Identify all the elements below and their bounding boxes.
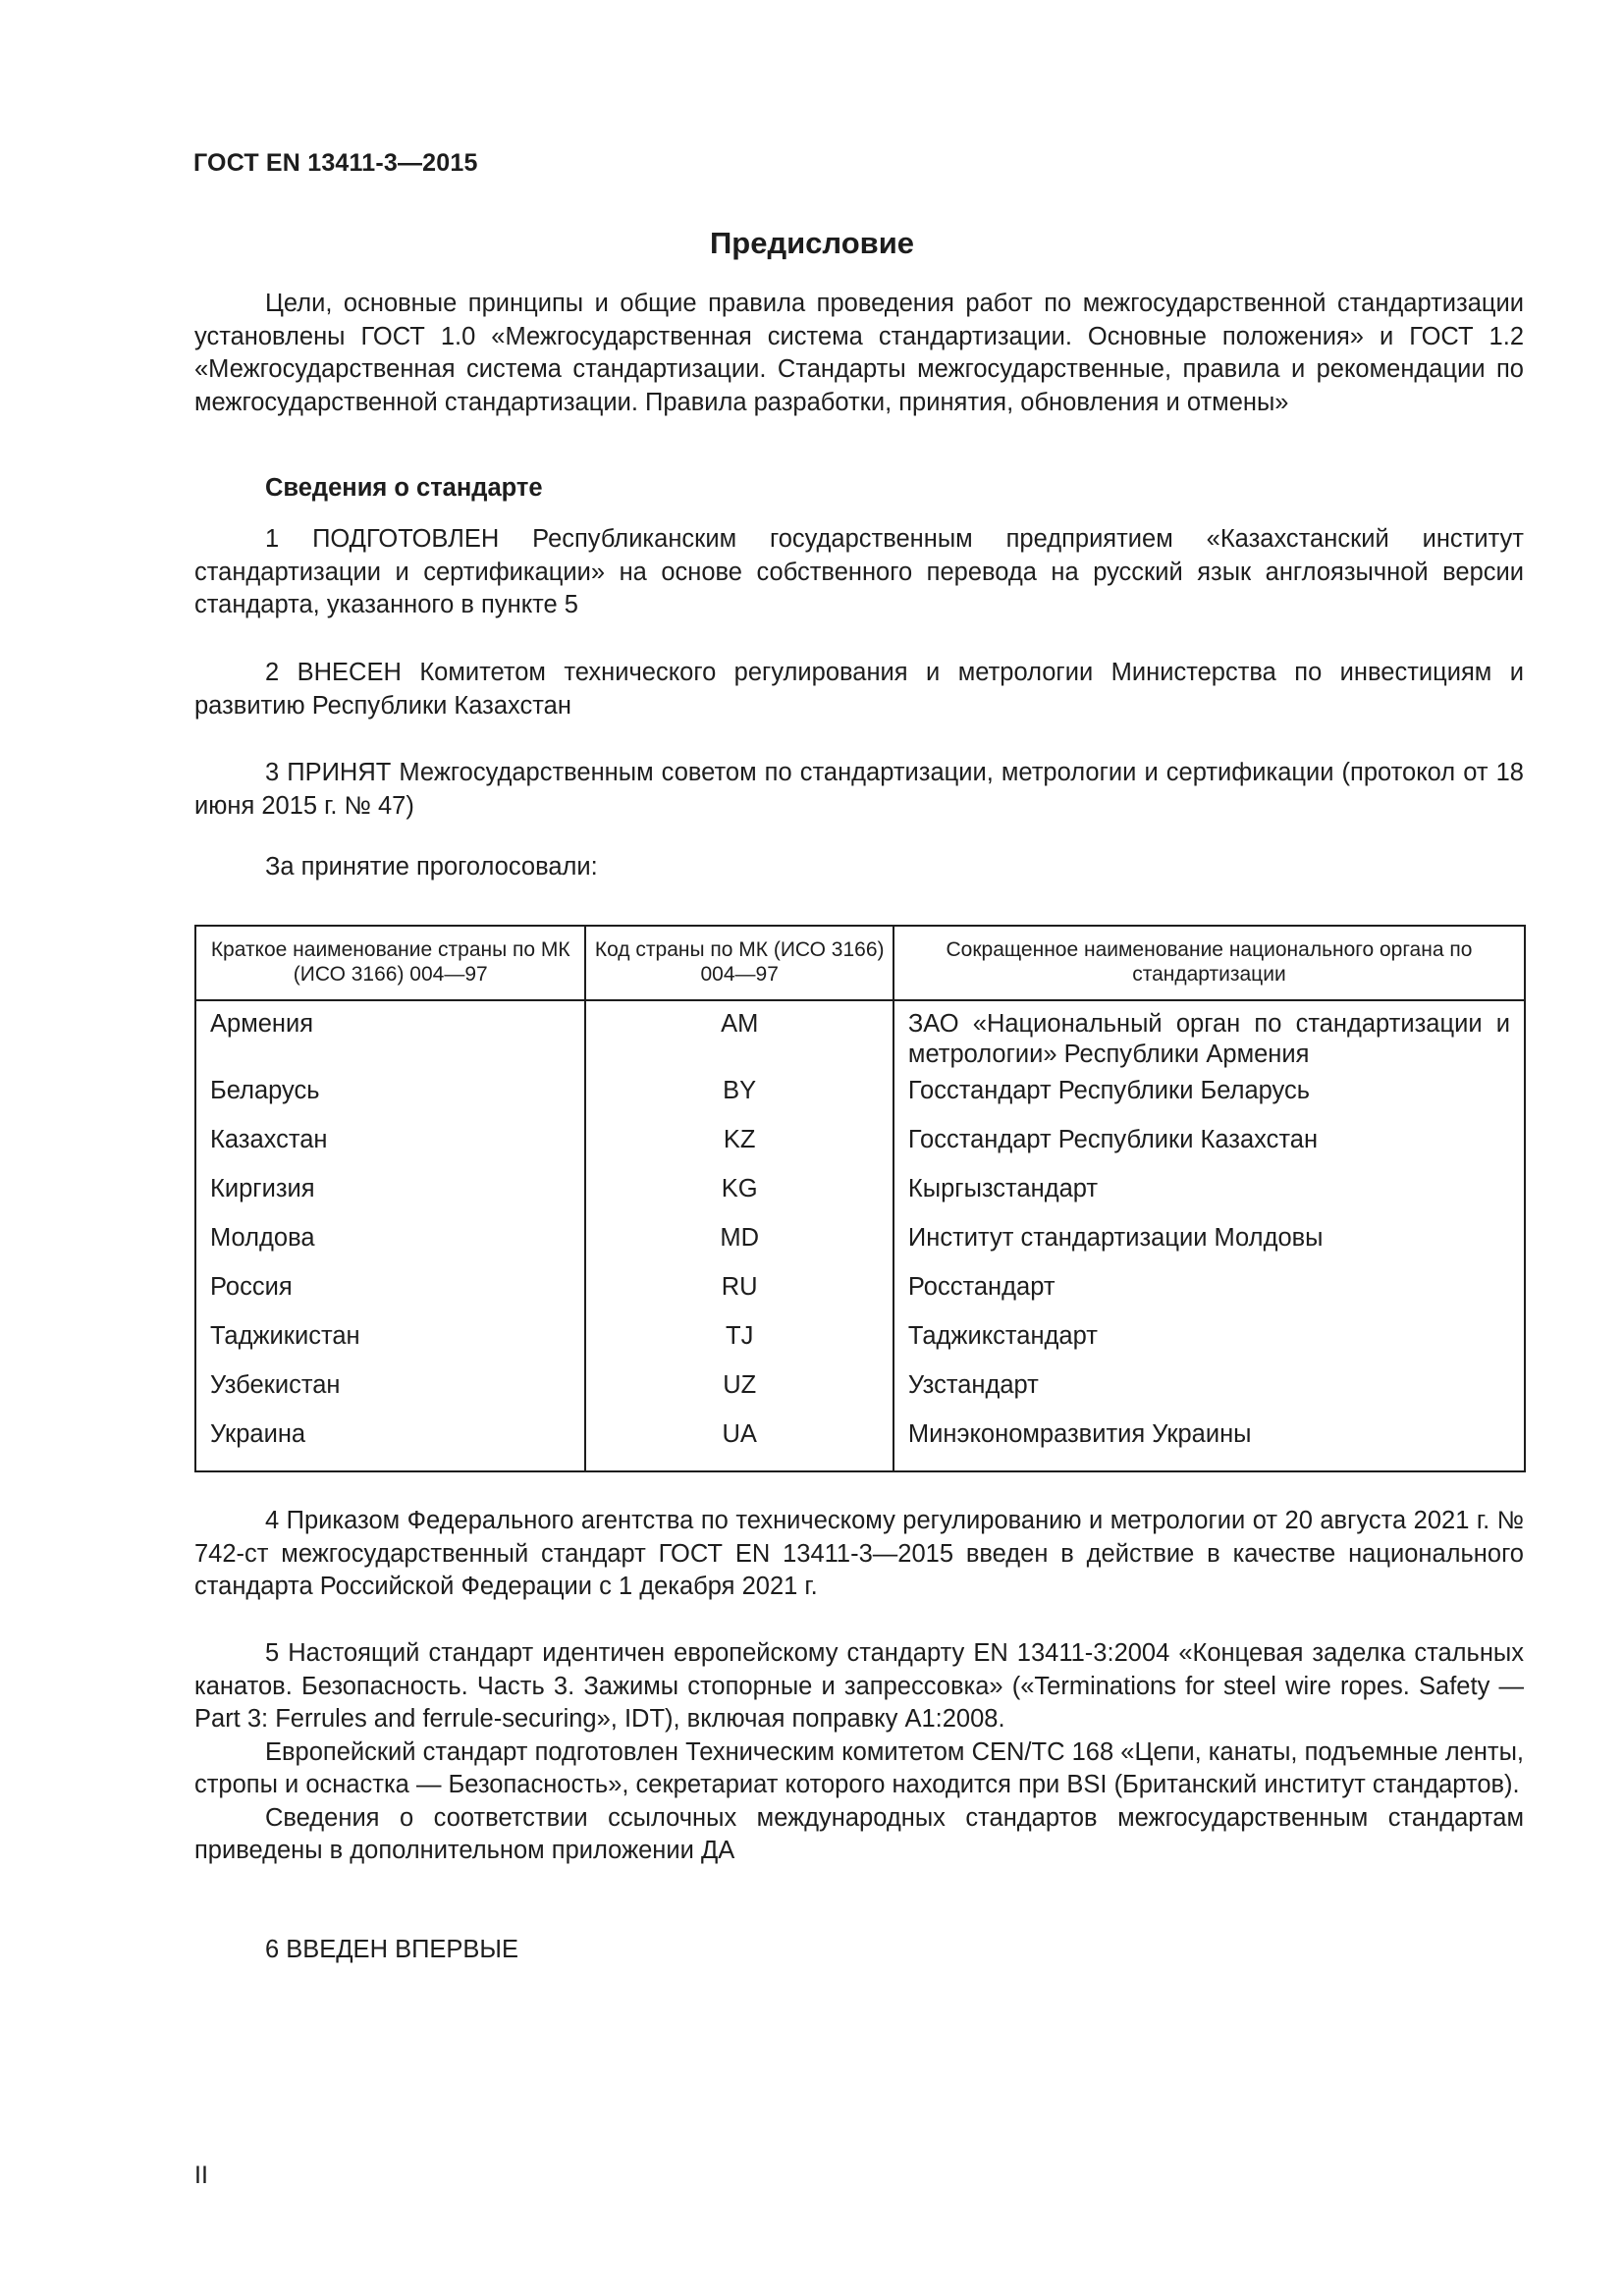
table-row xyxy=(195,1000,1525,1070)
item-4-paragraph xyxy=(194,1505,1524,1604)
table-row xyxy=(195,1315,1525,1364)
code-cell: UZ xyxy=(585,1364,893,1414)
code-cell: MD xyxy=(585,1217,893,1266)
item-4-text: 4 Приказом Федерального агентства по техническому регулированию и метрологии от 20 августа 2021 г. № 742-ст межгосударственный стандарт ГОСТ EN 13411-3—2015 введен в действие в качестве национального стандарта Российской Федерации с 1 декабря 2021 г. xyxy=(194,1507,1524,1600)
organization-cell: Институт стандартизации Молдовы xyxy=(893,1217,1525,1266)
code-cell: KG xyxy=(585,1168,893,1217)
organization-cell: Госстандарт Республики Казахстан xyxy=(893,1119,1525,1168)
organization-cell: Минэкономразвития Украины xyxy=(893,1414,1525,1471)
item-6-text: 6 ВВЕДЕН ВПЕРВЫЕ xyxy=(265,1936,519,1963)
table-row xyxy=(195,1168,1525,1217)
table-row xyxy=(195,1119,1525,1168)
code-cell: BY xyxy=(585,1070,893,1119)
votes-label: За принятие проголосовали: xyxy=(265,853,598,881)
item-2-paragraph xyxy=(194,657,1524,722)
country-cell: Молдова xyxy=(195,1217,585,1266)
code-cell: AM xyxy=(585,1000,893,1070)
table-header-row xyxy=(195,926,1525,1000)
item-1-paragraph xyxy=(194,523,1524,622)
item-5-references-text: Сведения о соответствии ссылочных международных стандартов межгосударственным стандартам приведены в дополнительном приложении ДА xyxy=(194,1803,1524,1864)
intro-text: Цели, основные принципы и общие правила проведения работ по межгосударственной стандартизации установлены ГОСТ 1.0 «Межгосударственная система стандартизации. Основные положения» и ГОСТ 1.2 «Межгосударственная система стандартизации. Стандарты межгосударственные, правила и рекомендации по межгосударственной стандартизации. Правила разработки, принятия, обновления и отмены» xyxy=(194,290,1524,416)
standard-info-heading: Сведения о стандарте xyxy=(265,474,543,502)
column-header-country: Краткое наименование страны по МК (ИСО 3166) 004—97 xyxy=(195,926,585,1000)
country-cell: Казахстан xyxy=(195,1119,585,1168)
table-row xyxy=(195,1070,1525,1119)
code-cell: KZ xyxy=(585,1119,893,1168)
table-row xyxy=(195,1414,1525,1471)
document-code-header: ГОСТ EN 13411-3—2015 xyxy=(193,149,478,177)
column-header-code: Код страны по МК (ИСО 3166) 004—97 xyxy=(585,926,893,1000)
voting-table xyxy=(194,925,1526,1472)
item-5-paragraph xyxy=(194,1637,1524,1868)
item-5-committee-text: Европейский стандарт подготовлен Техническим комитетом CEN/TC 168 «Цепи, канаты, подъемные ленты, стропы и оснастка — Безопасность», секретариат которого находится при BSI (Британский институт стандартов). xyxy=(194,1737,1524,1798)
page-title: Предисловие xyxy=(709,226,914,260)
item-5-text: 5 Настоящий стандарт идентичен европейскому стандарту EN 13411-3:2004 «Концевая заделка стальных канатов. Безопасность. Часть 3. Зажимы стопорные и запрессовка» («Terminations for steel wire ropes. Safety — Part 3: Ferrules and ferrule-securing», IDT), включая поправку A1:2008. xyxy=(194,1639,1524,1733)
code-cell: TJ xyxy=(585,1315,893,1364)
country-cell: Украина xyxy=(195,1414,585,1471)
country-cell: Беларусь xyxy=(195,1070,585,1119)
table-row xyxy=(195,1266,1525,1315)
country-cell: Россия xyxy=(195,1266,585,1315)
organization-cell: Кыргызстандарт xyxy=(893,1168,1525,1217)
organization-cell: Узстандарт xyxy=(893,1364,1525,1414)
code-cell: UA xyxy=(585,1414,893,1471)
item-3-text: 3 ПРИНЯТ Межгосударственным советом по стандартизации, метрологии и сертификации (протокол от 18 июня 2015 г. № 47) xyxy=(194,759,1524,820)
country-cell: Таджикистан xyxy=(195,1315,585,1364)
item-1-text: 1 ПОДГОТОВЛЕН Республиканским государственным предприятием «Казахстанский институт стандартизации и сертификации» на основе собственного перевода на русский язык англоязычной версии стандарта, указанного в пункте 5 xyxy=(194,525,1524,618)
country-cell: Узбекистан xyxy=(195,1364,585,1414)
code-cell: RU xyxy=(585,1266,893,1315)
item-2-text: 2 ВНЕСЕН Комитетом технического регулирования и метрологии Министерства по инвестициям и развитию Республики Казахстан xyxy=(194,659,1524,720)
item-3-paragraph xyxy=(194,757,1524,823)
country-cell: Армения xyxy=(195,1000,585,1070)
item-6-paragraph xyxy=(194,1934,1524,1967)
table-row xyxy=(195,1364,1525,1414)
table-row xyxy=(195,1217,1525,1266)
organization-cell: Таджикстандарт xyxy=(893,1315,1525,1364)
column-header-organization: Сокращенное наименование национального органа по стандартизации xyxy=(893,926,1525,1000)
organization-cell: Росстандарт xyxy=(893,1266,1525,1315)
organization-cell: Госстандарт Республики Беларусь xyxy=(893,1070,1525,1119)
intro-paragraph xyxy=(194,288,1524,419)
organization-cell: ЗАО «Национальный орган по стандартизации и метрологии» Республики Армения xyxy=(893,1000,1525,1070)
page-number: II xyxy=(194,2162,208,2189)
country-cell: Киргизия xyxy=(195,1168,585,1217)
